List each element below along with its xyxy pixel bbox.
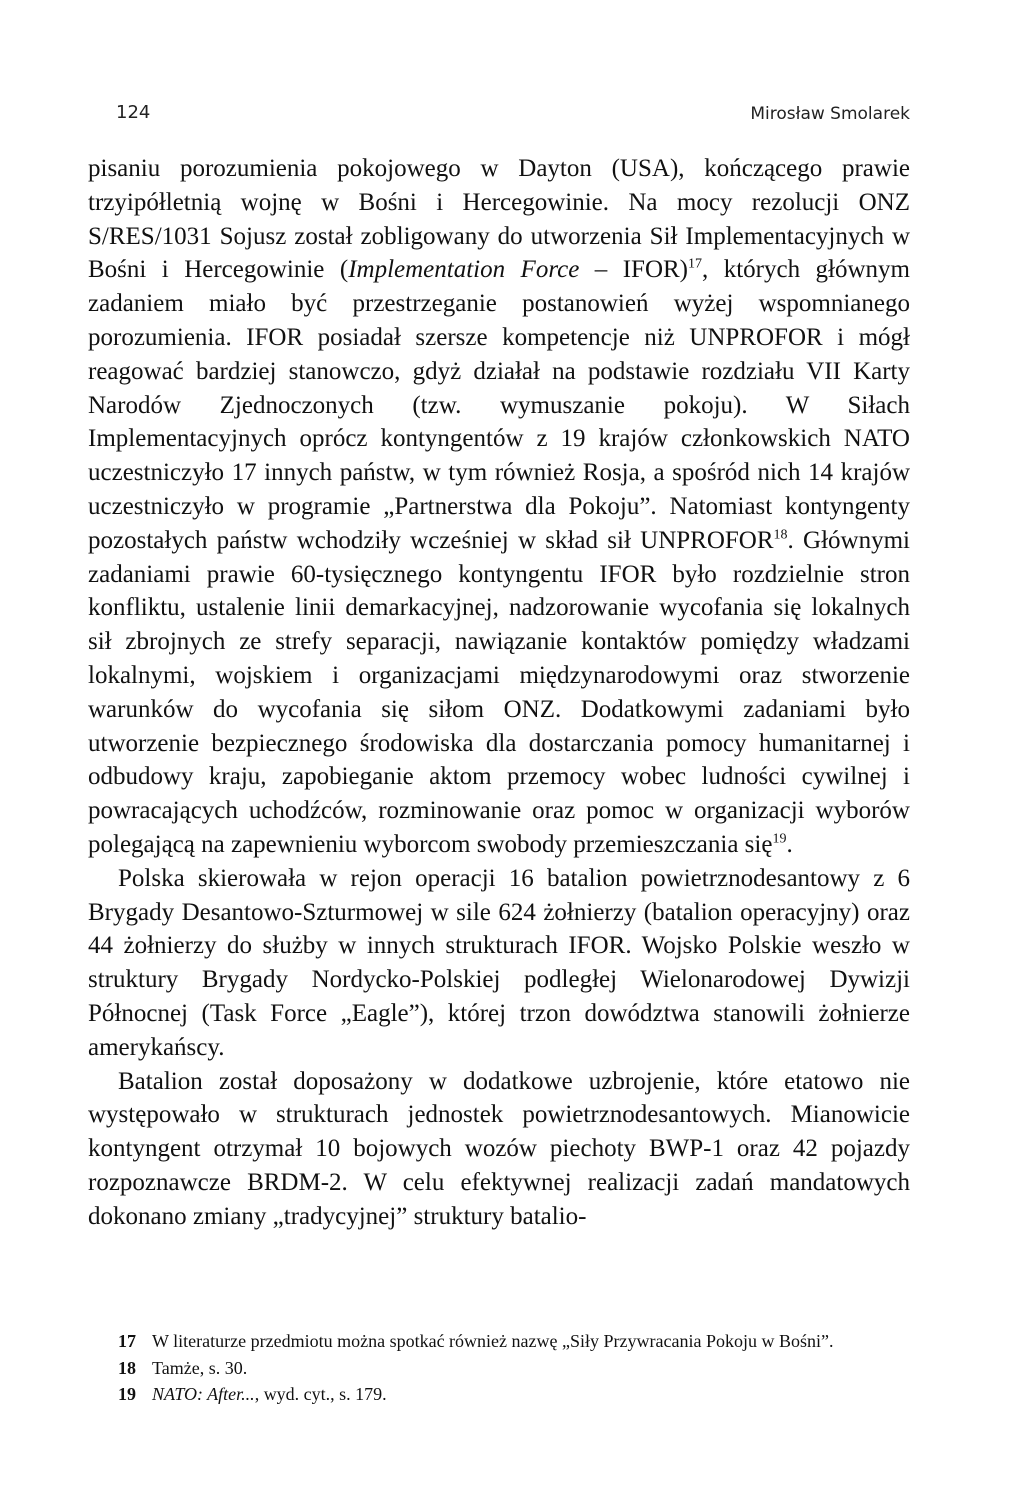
footnote-number-17: 17 <box>118 1331 136 1351</box>
footnote-number-18: 18 <box>118 1357 136 1378</box>
footnotes <box>118 1330 913 1410</box>
paragraph-3: Batalion został doposażony w dodatkowe uzbrojenie, które etatowo nie występowało w strukturach jednostek powietrznodesantowych. Mianowicie kontyngent otrzymał 10 bojowych wozów piechoty BWP-1 oraz 42 pojazdy rozpoznawcze BRDM-2. W celu efektywnej realizacji zadań mandatowych dokonano zmiany „tradycyjnej” struktury batalio- <box>88 1067 910 1230</box>
paragraph-1-text-continuation: – IFOR) <box>579 256 688 284</box>
paragraph-1-final-period: . <box>786 830 793 858</box>
author-name: Mirosław Smolarek <box>750 104 910 124</box>
implementation-force-term: Implementation Force <box>348 256 580 284</box>
footnote-19 <box>118 1383 913 1407</box>
paragraph-2: Polska skierowała w rejon operacji 16 batalion powietrznodesantowy z 6 Brygady Desantowo-Szturmowej w sile 624 żołnierzy (batalion operacyjny) oraz 44 żołnierzy do służby w innych strukturach IFOR. Wojsko Polskie weszło w struktury Brygady Nordycko-Polskiej podległej Wielonarodowej Dywizji Północnej (Task Force „Eagle”), której trzon dowództwa stanowili żołnierze amerykańscy. <box>88 864 910 1061</box>
footnote-reference-18: 18 <box>773 527 788 543</box>
paragraph-1 <box>88 152 910 862</box>
footnote-18 <box>118 1357 913 1381</box>
running-head <box>88 78 910 134</box>
footnote-17 <box>118 1330 913 1354</box>
footnote-source-title: NATO: After... <box>152 1384 255 1404</box>
paragraph-1-text-middle: , których głównym zadaniem miało być przestrzeganie postanowień wyżej wspomnianego porozumienia. IFOR posiadał szersze kompetencje niż UNPROFOR i mógł reagować bardziej stanowczo, gdyż działał na podstawie rozdziału VII Karty Narodów Zjednoczonych (tzw. wymuszanie pokoju). W Siłach Implementacyjnych oprócz kontyngentów z 19 krajów członkowskich NATO uczestniczyło 17 innych państw, w tym również Rosja, a spośród nich 14 krajów uczestniczyło w programie „Partnerstwa dla Pokoju”. Natomiast kontyngenty pozostałych państw wchodziły wcześniej w skład sił UNPROFOR <box>88 256 910 554</box>
page-number: 124 <box>116 102 151 123</box>
body-text <box>88 152 910 1234</box>
document-page <box>88 78 910 1458</box>
footnote-text-18: Tamże, s. 30. <box>152 1357 248 1378</box>
footnote-reference-19: 19 <box>772 831 787 847</box>
footnote-number-19: 19 <box>118 1384 136 1404</box>
paragraph-1-text-start: pisaniu porozumienia pokojowego w Dayton (USA), kończącego prawie trzyipółletnią wojnę w Bośni i Hercegowinie. Na mocy rezolucji ONZ S/RES/1031 Sojusz został zobligowany do utworzenia Sił Implementacyjnych w Bośni i Hercegowinie ( <box>88 155 910 284</box>
paragraph-1-text-end: . Głównymi zadaniami prawie 60-tysięcznego kontyngentu IFOR było rozdzielnie stron konfliktu, ustalenie linii demarkacyjnej, nadzorowanie wycofania się lokalnych sił zbrojnych ze strefy separacji, nawiązanie kontaktów pomiędzy władzami lokalnymi, wojskiem i organizacjami międzynarodowymi oraz stworzenie warunków do wycofania się siłom ONZ. Dodatkowymi zadaniami było utworzenie bezpiecznego środowiska dla dostarczania pomocy humanitarnej i odbudowy kraju, zapobieganie aktom przemocy wobec ludności cywilnej i powracających uchodźców, rozminowanie oraz pomoc w organizacji wyborów polegającą na zapewnieniu wyborcom swobody przemieszczania się <box>88 526 910 858</box>
footnote-reference-17: 17 <box>688 257 702 273</box>
footnote-text-19: , wyd. cyt., s. 179. <box>254 1384 387 1404</box>
footnote-text-17: W literaturze przedmiotu można spotkać również nazwę „Siły Przywracania Pokoju w Bośni”. <box>152 1331 834 1351</box>
